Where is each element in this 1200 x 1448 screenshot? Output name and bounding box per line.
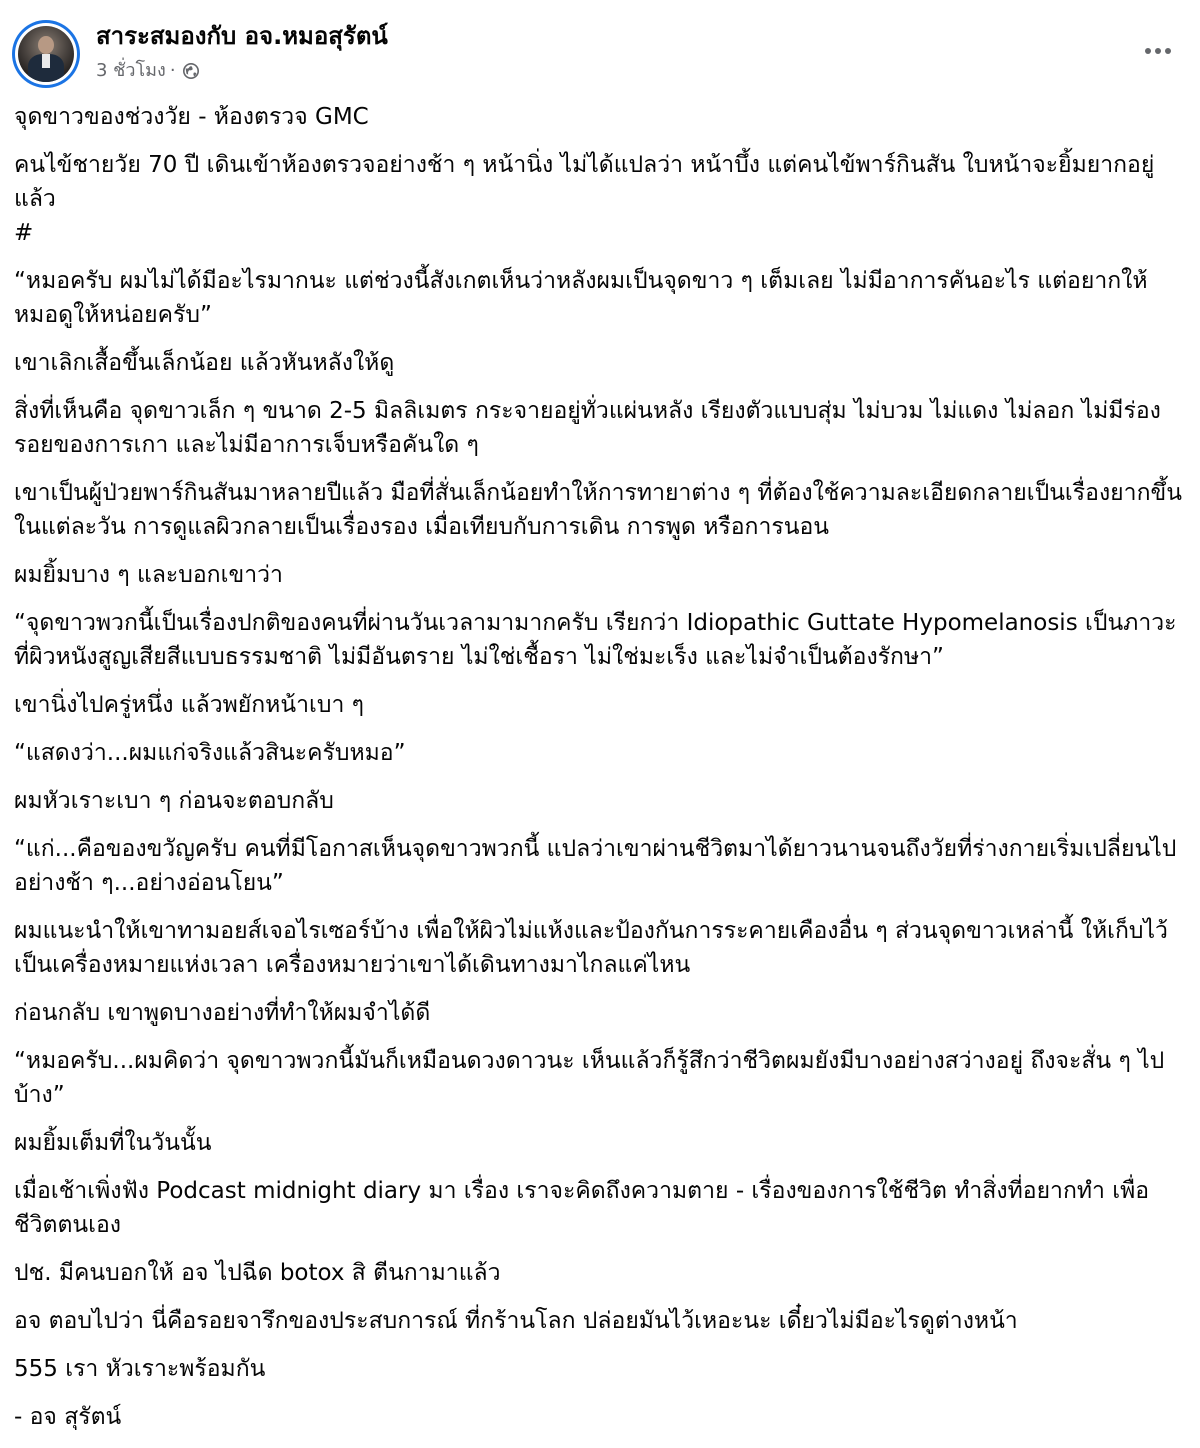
post-timestamp[interactable]: 3 ชั่วโมง <box>96 60 166 81</box>
post-paragraph: 555 เรา หัวเราะพร้อมกัน <box>14 1356 266 1382</box>
post-paragraph: “หมอครับ...ผมคิดว่า จุดขาวพวกนี้มันก็เหมือนดวงดาวนะ เห็นแล้วก็รู้สึกว่าชีวิตผมยังมีบางอย่างสว่างอยู่ ถึงจะสั่น ๆ ไปบ้าง” <box>14 1048 1165 1108</box>
post-paragraph: “แสดงว่า...ผมแก่จริงแล้วสินะครับหมอ” <box>14 740 406 766</box>
post-paragraph: เขาเลิกเสื้อขึ้นเล็กน้อย แล้วหันหลังให้ดู <box>14 350 395 376</box>
post-paragraph: “จุดขาวพวกนี้เป็นเรื่องปกติของคนที่ผ่านวันเวลามามากครับ เรียกว่า Idiopathic Guttate Hypomelanosis เป็นภาวะที่ผิวหนังสูญเสียสีแบบธรรมชาติ ไม่มีอันตราย ไม่ใช่เชื้อรา ไม่ใช่มะเร็ง และไม่จำเป็นต้องรักษา” <box>14 610 1177 670</box>
post-paragraph: ผมแนะนำให้เขาทามอยส์เจอไรเซอร์บ้าง เพื่อให้ผิวไม่แห้งและป้องกันการระคายเคืองอื่น ๆ ส่วนจุดขาวเหล่านี้ ให้เก็บไว้เป็นเครื่องหมายแห่งเวลา เครื่องหมายว่าเขาได้เดินทางมาไกลแค่ไหน <box>14 918 1168 978</box>
post-paragraph: # <box>14 220 34 246</box>
avatar-photo <box>18 26 74 82</box>
more-options-icon[interactable] <box>1138 36 1178 66</box>
post-paragraph: สิ่งที่เห็นคือ จุดขาวเล็ก ๆ ขนาด 2-5 มิลลิเมตร กระจายอยู่ทั่วแผ่นหลัง เรียงตัวแบบสุ่ม ไม่บวม ไม่แดง ไม่ลอก ไม่มีร่องรอยของการเกา และไม่มีอาการเจ็บหรือคันใด ๆ <box>14 398 1161 458</box>
page-avatar[interactable] <box>12 20 80 88</box>
post-paragraph: ผมยิ้มเต็มที่ในวันนั้น <box>14 1130 212 1156</box>
meta-separator: · <box>169 60 176 81</box>
post-paragraph: ผมยิ้มบาง ๆ และบอกเขาว่า <box>14 562 283 588</box>
post-paragraph: จุดขาวของช่วงวัย - ห้องตรวจ GMC <box>14 104 369 130</box>
post-paragraph: “หมอครับ ผมไม่ได้มีอะไรมากนะ แต่ช่วงนี้สังเกตเห็นว่าหลังผมเป็นจุดขาว ๆ เต็มเลย ไม่มีอาการคันอะไร แต่อยากให้หมอดูให้หน่อยครับ” <box>14 268 1148 328</box>
post-body <box>14 100 1190 1448</box>
globe-icon[interactable] <box>182 62 200 80</box>
post-paragraph: ก่อนกลับ เขาพูดบางอย่างที่ทำให้ผมจำได้ดี <box>14 1000 431 1026</box>
post-paragraph: เขานิ่งไปครู่หนึ่ง แล้วพยักหน้าเบา ๆ <box>14 692 365 718</box>
page-name[interactable]: สาระสมองกับ อจ.หมอสุรัตน์ <box>96 22 388 50</box>
post-paragraph: เขาเป็นผู้ป่วยพาร์กินสันมาหลายปีแล้ว มือที่สั่นเล็กน้อยทำให้การทายาต่าง ๆ ที่ต้องใช้ความละเอียดกลายเป็นเรื่องยากขึ้นในแต่ละวัน การดูแลผิวกลายเป็นเรื่องรอง เมื่อเทียบกับการเดิน การพูด หรือการนอน <box>14 480 1182 540</box>
post-paragraph: ปช. มีคนบอกให้ อจ ไปฉีด botox สิ ตีนกามาแล้ว <box>14 1260 501 1286</box>
post-paragraph: “แก่...คือของขวัญครับ คนที่มีโอกาสเห็นจุดขาวพวกนี้ แปลว่าเขาผ่านชีวิตมาได้ยาวนานจนถึงวัยที่ร่างกายเริ่มเปลี่ยนไปอย่างช้า ๆ...อย่างอ่อนโยน” <box>14 836 1177 896</box>
post-paragraph: อจ ตอบไปว่า นี่คือรอยจารึกของประสบการณ์ ที่กร้านโลก ปล่อยมันไว้เหอะนะ เดี๋ยวไม่มีอะไรดูต่างหน้า <box>14 1308 1018 1334</box>
post-paragraph: - อจ สุรัตน์ <box>14 1404 122 1430</box>
post-paragraph: ผมหัวเราะเบา ๆ ก่อนจะตอบกลับ <box>14 788 334 814</box>
post-paragraph: คนไข้ชายวัย 70 ปี เดินเข้าห้องตรวจอย่างช้า ๆ หน้านิ่ง ไม่ได้แปลว่า หน้าบึ้ง แต่คนไข้พาร์กินสัน ใบหน้าจะยิ้มยากอยู่แล้ว <box>14 152 1155 212</box>
post-meta <box>96 58 200 84</box>
post-header <box>0 0 1200 100</box>
post-paragraph: เมื่อเช้าเพิ่งฟัง Podcast midnight diary มา เรื่อง เราจะคิดถึงความตาย - เรื่องของการใช้ชีวิต ทำสิ่งที่อยากทำ เพื่อชีวิตตนเอง <box>14 1178 1150 1238</box>
